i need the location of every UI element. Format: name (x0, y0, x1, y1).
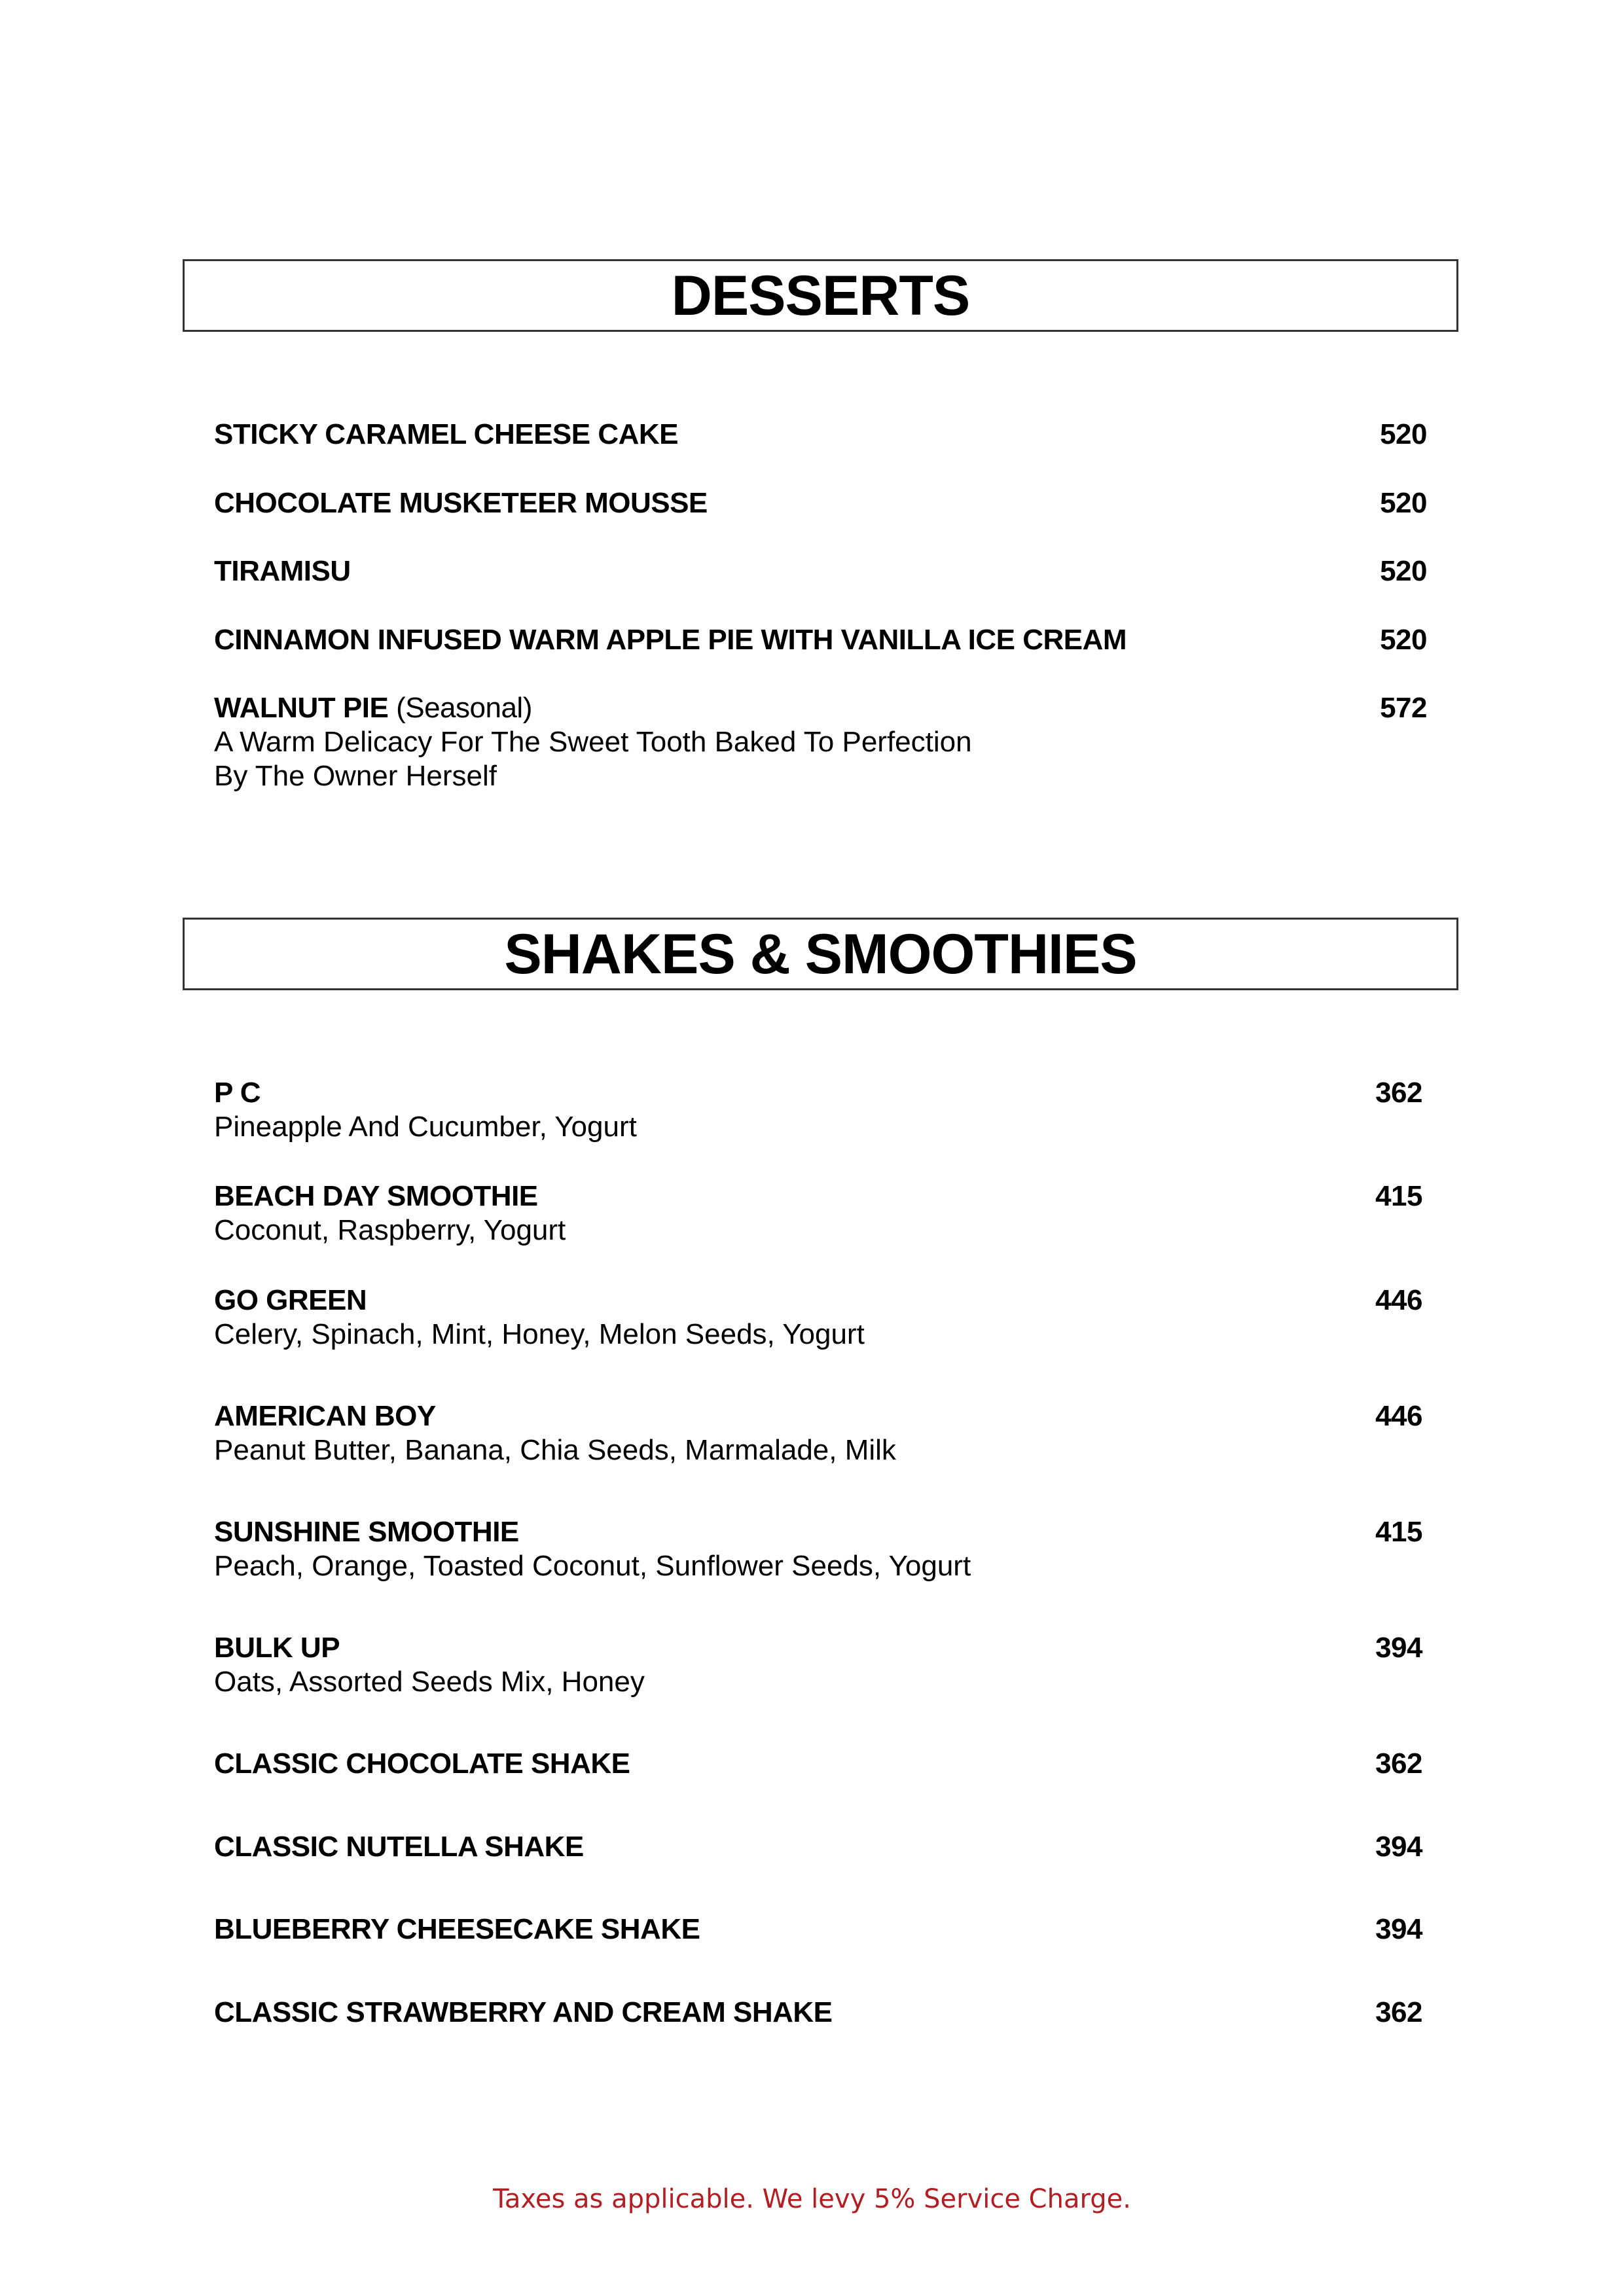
menu-item-description: A Warm Delicacy For The Sweet Tooth Baked To Perfection (214, 726, 972, 758)
menu-item-price: 520 (1380, 418, 1427, 450)
menu-item-name: GO GREEN (214, 1284, 367, 1316)
menu-item-name: CLASSIC NUTELLA SHAKE (214, 1831, 584, 1863)
menu-item-price: 394 (1375, 1831, 1422, 1863)
desserts-header-box (183, 259, 1458, 332)
menu-item-name: CLASSIC STRAWBERRY AND CREAM SHAKE (214, 1996, 833, 2028)
menu-item-price: 572 (1380, 692, 1427, 724)
menu-item-price: 362 (1375, 1996, 1422, 2028)
desserts-title: DESSERTS (671, 264, 970, 327)
menu-item-description: Pineapple And Cucumber, Yogurt (214, 1111, 637, 1143)
menu-item-name: P C (214, 1077, 261, 1109)
menu-item-name: BULK UP (214, 1632, 340, 1664)
menu-item-name: AMERICAN BOY (214, 1400, 436, 1432)
menu-item-name: CHOCOLATE MUSKETEER MOUSSE (214, 487, 708, 519)
menu-item-name-text: WALNUT PIE (214, 692, 389, 724)
menu-item-price: 394 (1375, 1913, 1422, 1945)
menu-item-description: Celery, Spinach, Mint, Honey, Melon Seeds, Yogurt (214, 1318, 865, 1350)
menu-item-name: SUNSHINE SMOOTHIE (214, 1516, 519, 1548)
menu-item-price: 520 (1380, 487, 1427, 519)
menu-item-name (214, 691, 532, 725)
menu-item-price: 520 (1380, 555, 1427, 587)
menu-item-price: 362 (1375, 1748, 1422, 1780)
menu-item-description: Coconut, Raspberry, Yogurt (214, 1214, 566, 1246)
menu-item-price: 394 (1375, 1632, 1422, 1664)
menu-item-note: (Seasonal) (396, 692, 532, 724)
menu-item-price: 446 (1375, 1284, 1422, 1316)
menu-item-name: BEACH DAY SMOOTHIE (214, 1180, 538, 1212)
menu-item-name: STICKY CARAMEL CHEESE CAKE (214, 418, 679, 450)
menu-item-name: BLUEBERRY CHEESECAKE SHAKE (214, 1913, 700, 1945)
shakes-title: SHAKES & SMOOTHIES (504, 922, 1137, 986)
service-charge-footer: Taxes as applicable. We levy 5% Service Charge. (493, 2184, 1131, 2214)
menu-item-description: Oats, Assorted Seeds Mix, Honey (214, 1666, 645, 1698)
menu-item-price: 415 (1375, 1516, 1422, 1548)
menu-item-price: 520 (1380, 624, 1427, 656)
shakes-header-box (183, 918, 1458, 990)
menu-item-description: Peanut Butter, Banana, Chia Seeds, Marmalade, Milk (214, 1434, 896, 1466)
menu-item-name: CINNAMON INFUSED WARM APPLE PIE WITH VANILLA ICE CREAM (214, 624, 1127, 656)
menu-item-description: By The Owner Herself (214, 760, 497, 792)
menu-item-price: 362 (1375, 1077, 1422, 1109)
menu-item-price: 415 (1375, 1180, 1422, 1212)
menu-item-description: Peach, Orange, Toasted Coconut, Sunflower Seeds, Yogurt (214, 1550, 971, 1582)
menu-item-name: CLASSIC CHOCOLATE SHAKE (214, 1748, 630, 1780)
menu-item-name: TIRAMISU (214, 555, 351, 587)
menu-item-price: 446 (1375, 1400, 1422, 1432)
